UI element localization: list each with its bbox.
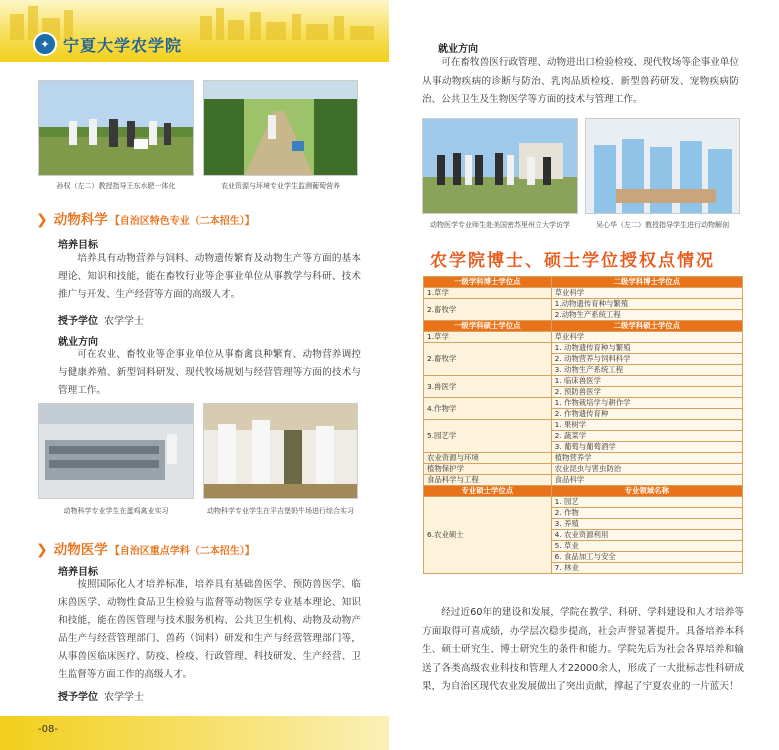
second-level-cell: 1. 果树学 xyxy=(551,420,742,431)
first-level-cell: 食品科学与工程 xyxy=(424,475,552,486)
second-level-cell: 2. 蔬菜学 xyxy=(551,431,742,442)
section-header-animal-science xyxy=(36,208,255,228)
second-level-cell: 草业科学 xyxy=(551,332,742,343)
second-level-cell: 1.动物遗传育种与繁殖 xyxy=(551,299,742,310)
degree-label: 授予学位 xyxy=(58,692,98,703)
second-level-cell: 6. 食品加工与安全 xyxy=(551,552,742,563)
second-level-cell: 农业昆虫与害虫防治 xyxy=(551,464,742,475)
photo-anatomy-lab xyxy=(585,118,740,214)
second-level-cell: 食品科学 xyxy=(551,475,742,486)
first-level-cell: 4.作物学 xyxy=(424,398,552,420)
table-row xyxy=(424,288,743,299)
goal-text: 培养具有动物营养与饲料、动物遗传繁育及动物生产等方面的基本理论、知识和技能，能在畜牧行业等企事业单位从事教学与科研、技术推广与开发、生产经营等方面的高级人才。 xyxy=(58,253,361,300)
second-level-cell: 1. 动物遗传育种与繁殖 xyxy=(551,343,742,354)
first-level-cell: 2.畜牧学 xyxy=(424,299,552,321)
college-title: 宁夏大学农学院 xyxy=(63,35,183,55)
employment-text: 可在农业、畜牧业等企事业单位从事畜禽良种繁育、动物营养调控与健康养殖、新型饲料研发、现代牧场规划与经营管理等方面的技术与管理工作。 xyxy=(58,349,361,396)
table-header-cell: 专业硕士学位点 xyxy=(424,486,552,497)
chevron-right-icon: ❯ xyxy=(36,542,48,558)
footer-bar xyxy=(0,716,389,750)
first-level-cell: 5.园艺学 xyxy=(424,420,552,453)
photo-dairy-practice xyxy=(203,403,358,499)
second-level-cell: 3. 养殖 xyxy=(551,519,742,530)
photo-field-guidance xyxy=(38,80,194,176)
section-tag: 【自治区特色专业（二本招生）】 xyxy=(109,216,255,227)
degree-programs-table xyxy=(423,276,743,574)
college-logo xyxy=(33,32,182,56)
table-row xyxy=(424,420,743,431)
second-level-cell: 1. 园艺 xyxy=(551,497,742,508)
employment-text: 可在畜牧兽医行政管理、动物进出口检验检疫、现代牧场等企事业单位从事动物疾病的诊断与防治、乳肉品质检疫、新型兽药研发、宠物疾病防治、公共卫生及生物医学等方面的技术与管理工作。 xyxy=(422,57,739,105)
left-page xyxy=(0,0,389,750)
header-band xyxy=(0,0,389,62)
table-header-cell: 专业领域名称 xyxy=(551,486,742,497)
section-tag: 【自治区重点学科（二本招生）】 xyxy=(109,546,255,557)
photo-study-abroad xyxy=(422,118,578,214)
second-level-cell: 1. 临床兽医学 xyxy=(551,376,742,387)
degree-line xyxy=(58,688,144,703)
table-row xyxy=(424,343,743,354)
goal-text: 按照国际化人才培养标准，培养具有基础兽医学、预防兽医学、临床兽医学、动物性食品卫生检验与监督等动物医学专业基本理论、知识和技能，能在兽医管理与技术服务机构、公共卫生机构、动物及动物产品生产与经营管理部门、兽药（饲料）研发和生产与经营管理部门等，从事兽医临床医疗、防疫、检疫、行政管理、科技研发、生产经营、卫生监督等方面工作的高级人才。 xyxy=(58,579,361,680)
goal-label: 培养目标 xyxy=(58,567,98,578)
degree-value: 农学学士 xyxy=(104,316,144,327)
table-row xyxy=(424,453,743,464)
first-level-cell: 6.农业硕士 xyxy=(424,497,552,574)
second-level-cell: 7. 林业 xyxy=(551,563,742,574)
table-row xyxy=(424,332,743,343)
second-level-cell: 2. 动物营养与饲料科学 xyxy=(551,354,742,365)
degree-line xyxy=(58,312,144,327)
first-level-cell: 农业资源与环境 xyxy=(424,453,552,464)
photo-caption: 动物科学专业学生在蛋鸡禽业实习 xyxy=(63,507,169,515)
employment-label: 就业方向 xyxy=(438,44,478,55)
second-level-cell: 5. 草业 xyxy=(551,541,742,552)
second-level-cell: 2. 作物遗传育种 xyxy=(551,409,742,420)
degree-label: 授予学位 xyxy=(58,316,98,327)
chevron-right-icon: ❯ xyxy=(36,212,48,228)
second-level-cell: 3. 动物生产系统工程 xyxy=(551,365,742,376)
table-row xyxy=(424,497,743,508)
university-emblem-icon: ✦ xyxy=(33,32,57,56)
table-header-row xyxy=(424,321,743,332)
photo-caption: 动物科学专业学生在平吉堡奶牛场进行综合实习 xyxy=(207,507,354,515)
second-level-cell: 1. 作物栽培学与耕作学 xyxy=(551,398,742,409)
section-title: 动物科学 xyxy=(53,212,108,228)
table-header-row xyxy=(424,277,743,288)
table-header-cell: 二级学科硕士学位点 xyxy=(551,321,742,332)
second-level-cell: 2.动物生产系统工程 xyxy=(551,310,742,321)
table-header-cell: 二级学科博士学位点 xyxy=(551,277,742,288)
closing-text: 经过近60年的建设和发展，学院在教学、科研、学科建设和人才培养等方面取得可喜成绩，办学层次稳步提高，社会声誉显著提升。具备培养本科生、硕士研究生、博士研究生的条件和能力。学院先后为社会各界培养和输送了各类高级农业科技和管理人才22000余人，形成了一大批标志性科研成果，为自治区现代农业发展做出了突出贡献，撑起了宁夏农业的一片蓝天！ xyxy=(422,607,744,692)
second-level-cell: 草业科学 xyxy=(551,288,742,299)
degree-section-title: 农学院博士、硕士学位授权点情况 xyxy=(430,251,715,271)
first-level-cell: 1.草学 xyxy=(424,288,552,299)
photo-caption: 动物医学专业师生赴美国密苏里州立大学访学 xyxy=(430,221,570,229)
second-level-cell: 4. 农业资源利用 xyxy=(551,530,742,541)
table-row xyxy=(424,398,743,409)
photo-vineyard-monitoring xyxy=(203,80,358,176)
page-number: -08- xyxy=(38,724,58,735)
table-row xyxy=(424,475,743,486)
second-level-cell: 植物营养学 xyxy=(551,453,742,464)
photo-poultry-practice xyxy=(38,403,194,499)
photo-caption: 孙权（左二）教授指导王东水肥一体化 xyxy=(56,182,176,190)
second-level-cell: 2. 作物 xyxy=(551,508,742,519)
photo-caption: 吴心华（左二）教授指导学生进行动物解剖 xyxy=(596,221,729,229)
employment-label: 就业方向 xyxy=(58,337,98,348)
table-row xyxy=(424,299,743,310)
first-level-cell: 3.兽医学 xyxy=(424,376,552,398)
section-title: 动物医学 xyxy=(53,542,108,558)
section-header-veterinary xyxy=(36,538,255,558)
table-header-row xyxy=(424,486,743,497)
table-row xyxy=(424,376,743,387)
photo-caption: 农业资源与环境专业学生监测葡萄营养 xyxy=(221,182,340,190)
second-level-cell: 3. 葡萄与葡萄酒学 xyxy=(551,442,742,453)
first-level-cell: 植物保护学 xyxy=(424,464,552,475)
table-row xyxy=(424,464,743,475)
table-header-cell: 一级学科博士学位点 xyxy=(424,277,552,288)
first-level-cell: 2.畜牧学 xyxy=(424,343,552,376)
first-level-cell: 1.草学 xyxy=(424,332,552,343)
table-header-cell: 一级学科硕士学位点 xyxy=(424,321,552,332)
goal-label: 培养目标 xyxy=(58,240,98,251)
second-level-cell: 2. 预防兽医学 xyxy=(551,387,742,398)
degree-value: 农学学士 xyxy=(104,692,144,703)
